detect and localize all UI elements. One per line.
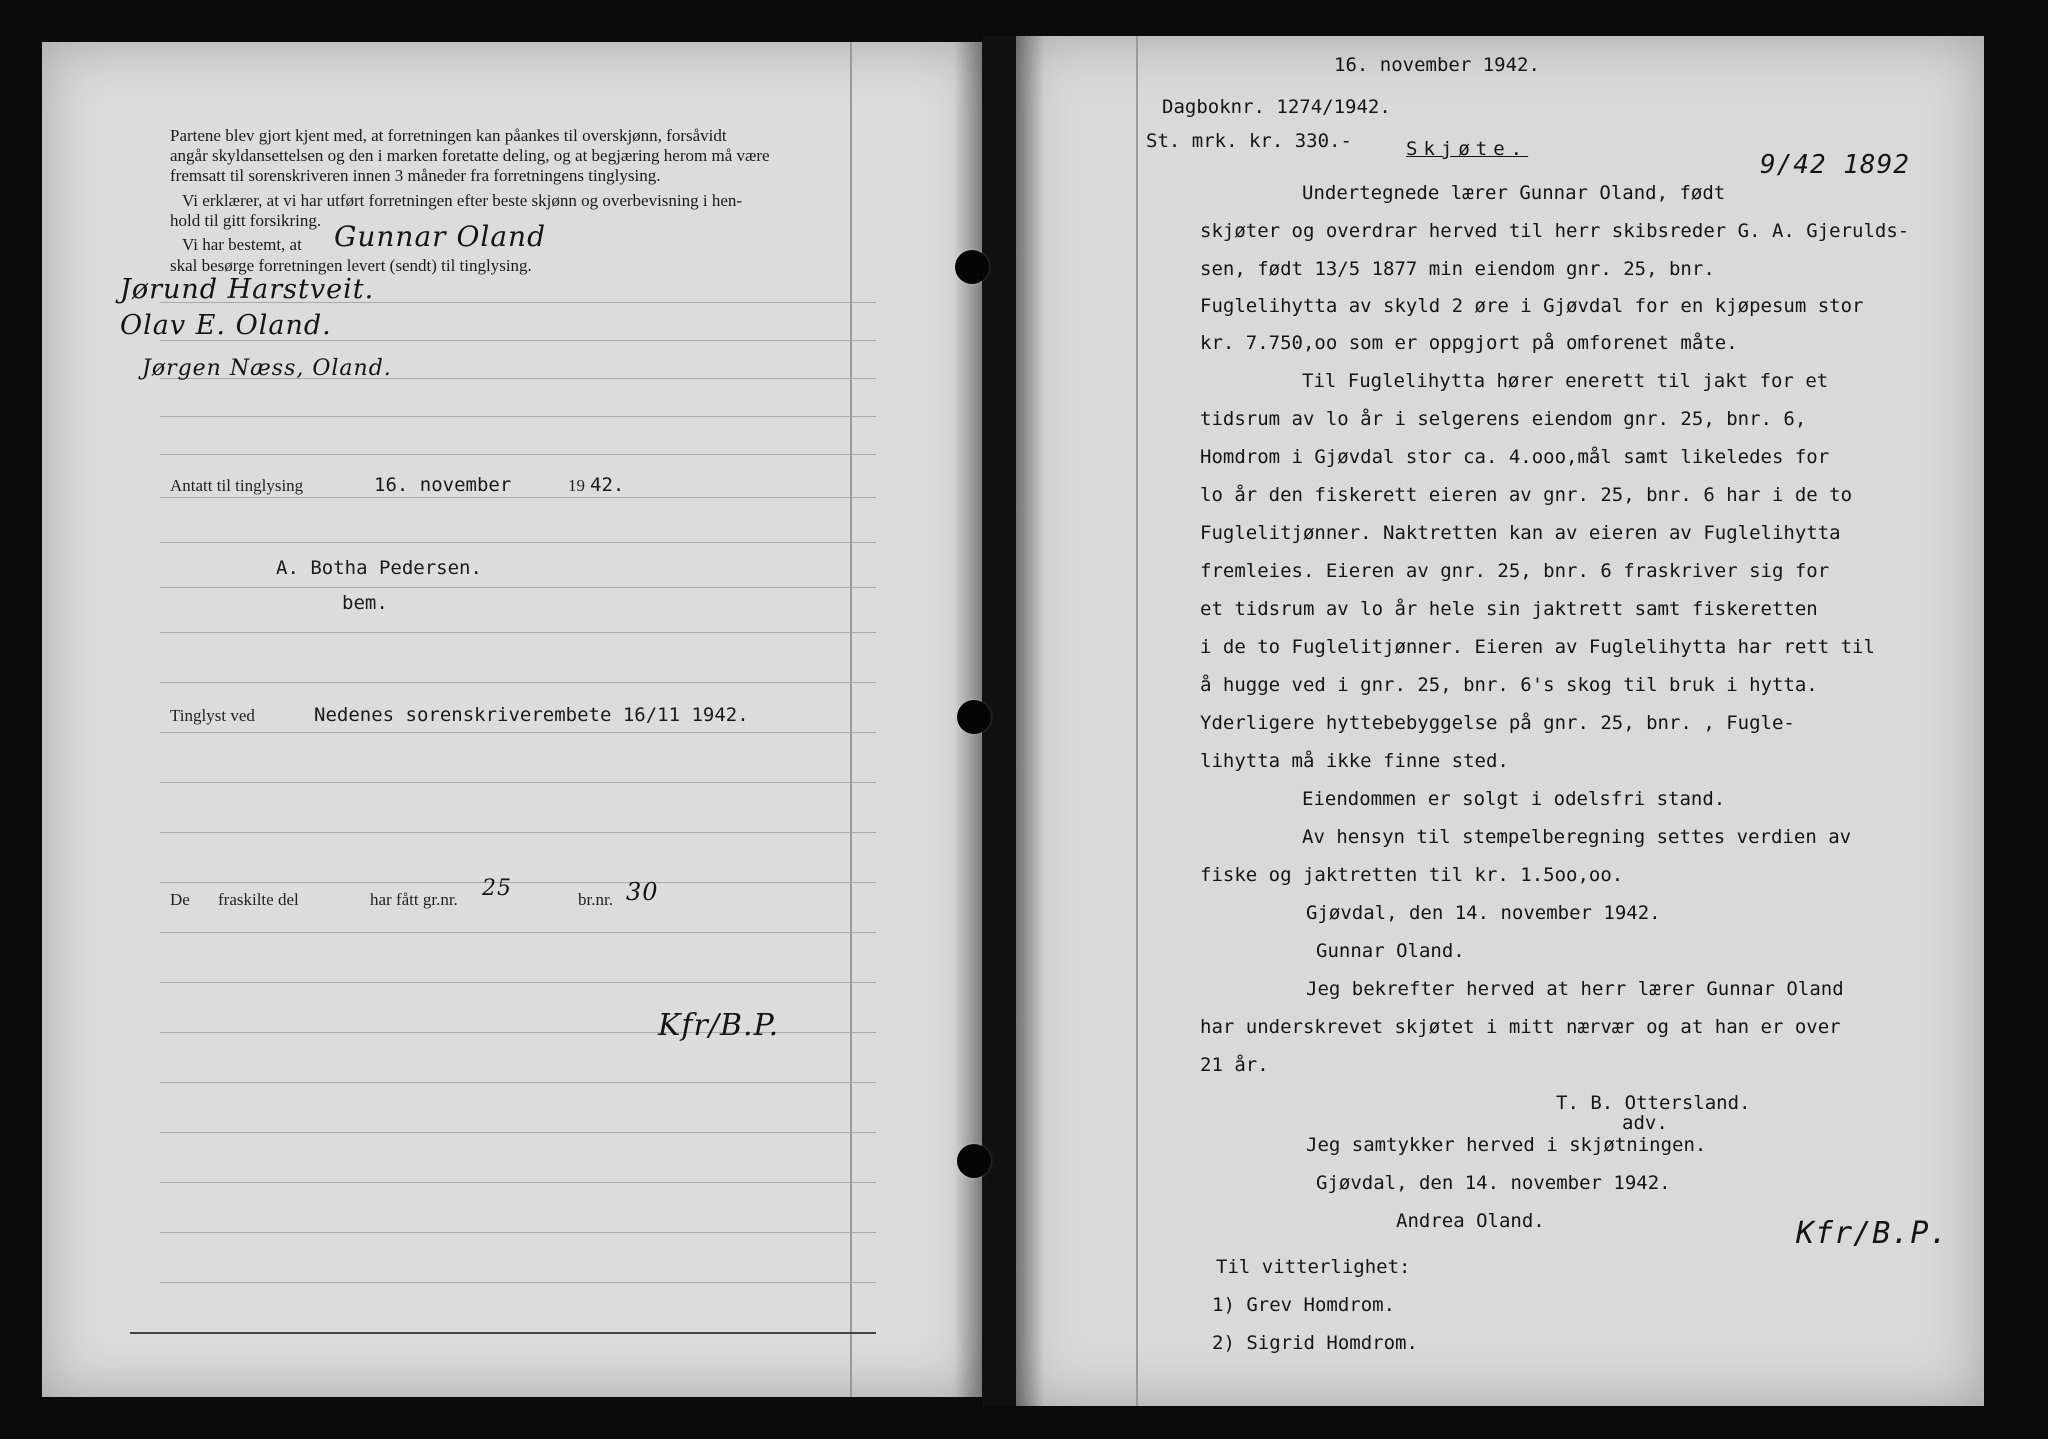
punch-hole: [957, 700, 991, 734]
body-line: adv.: [1622, 1112, 1668, 1134]
body-line: Gjøvdal, den 14. november 1942.: [1316, 1172, 1671, 1194]
tinglyst-value: Nedenes sorenskriverembete 16/11 1942.: [314, 704, 749, 726]
ruled-line: [160, 782, 876, 783]
body-line: T. B. Ottersland.: [1556, 1092, 1751, 1114]
fraskilt-grnr-value: 25: [482, 876, 512, 901]
antatt-year-prefix: 19: [568, 476, 585, 495]
body-line: lo år den fiskerett eieren av gnr. 25, bnr. 6 har i de to: [1200, 484, 1853, 506]
fraskilt-brnr-value: 30: [626, 878, 659, 906]
printed-line: skal besørge forretningen levert (sendt) til tinglysing.: [170, 256, 532, 275]
body-line: Homdrom i Gjøvdal stor ca. 4.ooo,mål samt likeledes for: [1200, 446, 1830, 468]
bottom-rule: [130, 1332, 876, 1334]
printed-line: Vi erklærer, at vi har utført forretningen efter beste skjønn og overbevisning i hen-: [182, 191, 743, 210]
fraskilt-label-de: De: [170, 890, 190, 909]
signer-name: A. Botha Pedersen.: [276, 557, 482, 579]
signer-title: bem.: [342, 592, 388, 614]
antatt-date: 16. november: [374, 474, 512, 496]
body-line: Av hensyn til stempelberegning settes verdien av: [1302, 826, 1852, 848]
printed-line: hold til gitt forsikring.: [170, 211, 322, 230]
designated-person-signature: Gunnar Oland: [334, 220, 547, 253]
ruled-line: [160, 632, 876, 633]
ruled-line: [160, 1082, 876, 1083]
ruled-line: [160, 1232, 876, 1233]
printed-line: fremsatt til sorenskriveren innen 3 måneder fra forretningens tinglysing.: [170, 166, 661, 185]
body-line: 21 år.: [1200, 1054, 1269, 1076]
punch-hole: [955, 250, 989, 284]
body-line: Jeg bekrefter herved at herr lærer Gunnar Oland: [1306, 978, 1844, 1000]
body-line: fremleies. Eieren av gnr. 25, bnr. 6 fraskriver sig for: [1200, 560, 1830, 582]
ruled-line: [160, 832, 876, 833]
ruled-line: [160, 682, 876, 683]
dagboknr: Dagboknr. 1274/1942.: [1162, 96, 1391, 118]
ruled-line: [160, 882, 876, 883]
body-line: Undertegnede lærer Gunnar Oland, født: [1302, 182, 1726, 204]
body-line: tidsrum av lo år i selgerens eiendom gnr. 25, bnr. 6,: [1200, 408, 1807, 430]
ruled-line: [160, 1132, 876, 1133]
body-line: Yderligere hyttebebyggelse på gnr. 25, bnr. , Fugle-: [1200, 712, 1795, 734]
body-line: har underskrevet skjøtet i mitt nærvær og at han er over: [1200, 1016, 1841, 1038]
stamp-fee: St. mrk. kr. 330.-: [1146, 130, 1352, 152]
ruled-line: [160, 932, 876, 933]
ruled-line: [160, 542, 876, 543]
ruled-line: [160, 497, 876, 498]
body-line: 2) Sigrid Homdrom.: [1212, 1332, 1418, 1354]
ruled-line: [160, 1182, 876, 1183]
right-initials: Kfr/B.P.: [1796, 1216, 1949, 1251]
document-title: Skjøte.: [1406, 138, 1529, 160]
body-line: lihytta må ikke finne sted.: [1200, 750, 1509, 772]
body-line: Gunnar Oland.: [1316, 940, 1465, 962]
printed-line: Vi har bestemt, at: [182, 235, 302, 254]
tinglyst-label: Tinglyst ved: [170, 706, 255, 725]
right-gutter-shadow: [1016, 36, 1044, 1406]
body-line: Til Fuglelihytta hører enerett til jakt for et: [1302, 370, 1829, 392]
body-line: Eiendommen er solgt i odelsfri stand.: [1302, 788, 1726, 810]
body-line: et tidsrum av lo år hele sin jaktrett samt fiskeretten: [1200, 598, 1818, 620]
antatt-year-suffix: 42.: [590, 474, 625, 496]
fraskilt-label-brnr: br.nr.: [578, 890, 613, 909]
birth-date-note: 9/42 1892: [1760, 150, 1910, 180]
signature-3: Jørgen Næss, Oland.: [142, 356, 392, 381]
printed-line: Partene blev gjort kjent med, at forretningen kan påankes til overskjønn, forsåvidt: [170, 126, 727, 145]
left-margin-rule: [850, 42, 852, 1397]
ruled-line: [160, 1282, 876, 1283]
body-line: Fuglelitjønner. Naktretten kan av eieren av Fuglelihytta: [1200, 522, 1841, 544]
body-line: Andrea Oland.: [1396, 1210, 1545, 1232]
signature-2: Olav E. Oland.: [120, 310, 332, 341]
body-line: skjøter og overdrar herved til herr skibsreder G. A. Gjerulds-: [1200, 220, 1910, 242]
body-line: Fuglelihytta av skyld 2 øre i Gjøvdal for en kjøpesum stor: [1200, 295, 1864, 317]
body-line: kr. 7.750,oo som er oppgjort på omforenet måte.: [1200, 332, 1738, 354]
antatt-label: Antatt til tinglysing: [170, 476, 304, 495]
signature-1: Jørund Harstveit.: [120, 274, 375, 305]
body-line: 1) Grev Homdrom.: [1212, 1294, 1396, 1316]
ruled-line: [160, 454, 876, 455]
body-line: i de to Fuglelitjønner. Eieren av Fuglelihytta har rett til: [1200, 636, 1875, 658]
ruled-line: [160, 732, 876, 733]
body-line: Jeg samtykker herved i skjøtningen.: [1306, 1134, 1707, 1156]
left-initials: Kfr/B.P.: [658, 1008, 780, 1043]
right-margin-rule: [1136, 36, 1138, 1406]
punch-hole: [957, 1144, 991, 1178]
ruled-line: [160, 416, 876, 417]
ruled-line: [160, 982, 876, 983]
fraskilt-label-grnr: har fått gr.nr.: [370, 890, 458, 909]
printed-line: angår skyldansettelsen og den i marken foretatte deling, og at begjæring herom må være: [170, 146, 770, 165]
fraskilt-label-del: fraskilte del: [218, 890, 299, 909]
body-line: å hugge ved i gnr. 25, bnr. 6's skog til bruk i hytta.: [1200, 674, 1818, 696]
body-line: Til vitterlighet:: [1216, 1256, 1411, 1278]
body-line: fiske og jaktretten til kr. 1.5oo,oo.: [1200, 864, 1624, 886]
ruled-line: [160, 587, 876, 588]
left-page: [42, 42, 982, 1397]
right-page: [1016, 36, 1984, 1406]
date-header: 16. november 1942.: [1334, 54, 1540, 76]
body-line: sen, født 13/5 1877 min eiendom gnr. 25, bnr.: [1200, 258, 1715, 280]
body-line: Gjøvdal, den 14. november 1942.: [1306, 902, 1661, 924]
